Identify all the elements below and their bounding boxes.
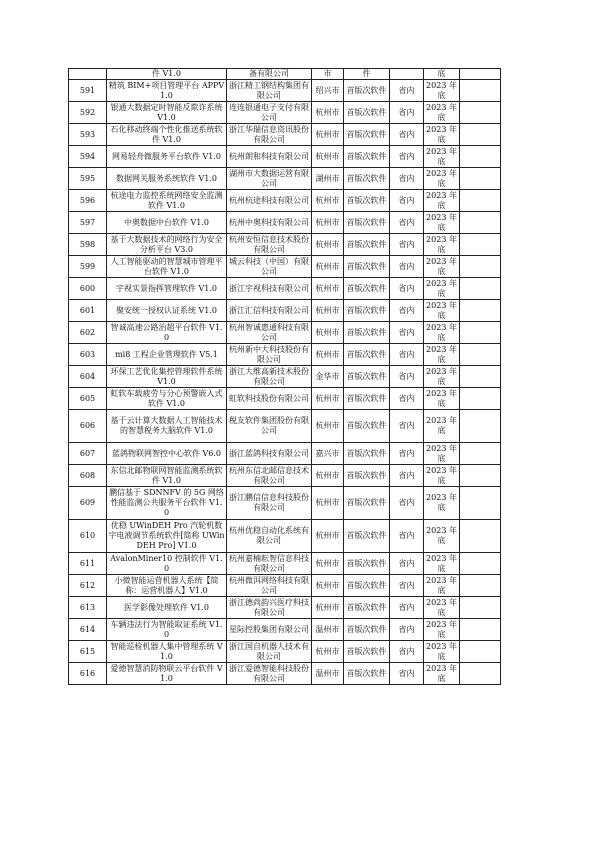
product-name-cell: 智诚高速公路治超平台软件 V1.0 — [107, 322, 227, 344]
software-type-cell: 首版次软件 — [344, 663, 390, 685]
deadline-cell: 2023 年底 — [424, 366, 460, 388]
software-type-cell: 首版次软件 — [344, 575, 390, 597]
company-name-cell: 虹软科技股份有限公司 — [227, 388, 312, 410]
company-name-cell: 浙江德尚韵兴医疗科技有限公司 — [227, 597, 312, 619]
row-number-cell: 591 — [69, 80, 107, 102]
table-row — [69, 168, 501, 190]
city-cell: 杭州市 — [312, 388, 344, 410]
row-number-cell: 615 — [69, 641, 107, 663]
deadline-cell: 2023 年底 — [424, 80, 460, 102]
table-row — [69, 465, 501, 487]
deadline-cell: 2023 年底 — [424, 597, 460, 619]
city-cell: 湖州市 — [312, 168, 344, 190]
empty-cell-cell — [460, 190, 501, 212]
row-number-cell: 599 — [69, 256, 107, 278]
empty-cell-cell — [460, 663, 501, 685]
empty-cell-cell — [460, 520, 501, 553]
company-name-cell: 杭州微洱网络科技有限公司 — [227, 575, 312, 597]
empty-cell-cell — [460, 212, 501, 234]
deadline-cell: 2023 年底 — [424, 168, 460, 190]
empty-cell-cell — [460, 322, 501, 344]
scope-cell: 省内 — [390, 344, 424, 366]
software-type-cell: 首版次软件 — [344, 146, 390, 168]
row-number-cell: 597 — [69, 212, 107, 234]
software-type-cell: 首版次软件 — [344, 102, 390, 124]
empty-cell-cell — [460, 234, 501, 256]
row-number-cell: 601 — [69, 300, 107, 322]
company-name-cell: 杭州中奥科技有限公司 — [227, 212, 312, 234]
product-name-cell: 件 V1.0 — [107, 69, 227, 80]
product-name-cell: 基于云计算大数据人工智能技术的智慧税务大脑软件 V1.0 — [107, 410, 227, 443]
product-name-cell: mi8 工程企业管理软件 V5.1 — [107, 344, 227, 366]
row-number-cell: 616 — [69, 663, 107, 685]
empty-cell-cell — [460, 344, 501, 366]
scope-cell: 省内 — [390, 410, 424, 443]
software-type-cell: 首版次软件 — [344, 80, 390, 102]
product-name-cell: 石化移动终端个性化推送系统软件 V1.0 — [107, 124, 227, 146]
table-row — [69, 553, 501, 575]
software-type-cell: 件 — [344, 69, 390, 80]
company-name-cell: 浙江精工钢结构集团有限公司 — [227, 80, 312, 102]
empty-cell-cell — [460, 575, 501, 597]
company-name-cell: 浙江宇视科技有限公司 — [227, 278, 312, 300]
row-number-cell: 598 — [69, 234, 107, 256]
city-cell: 市 — [312, 69, 344, 80]
empty-cell-cell — [460, 300, 501, 322]
software-type-cell: 首版次软件 — [344, 168, 390, 190]
row-number-cell: 593 — [69, 124, 107, 146]
scope-cell: 省内 — [390, 168, 424, 190]
table-row — [69, 300, 501, 322]
city-cell: 杭州市 — [312, 146, 344, 168]
city-cell: 杭州市 — [312, 344, 344, 366]
product-name-cell: 中奥数据中台软件 V1.0 — [107, 212, 227, 234]
deadline-cell: 2023 年底 — [424, 619, 460, 641]
software-type-cell: 首版次软件 — [344, 322, 390, 344]
table-row — [69, 388, 501, 410]
table-row — [69, 102, 501, 124]
empty-cell-cell — [460, 256, 501, 278]
deadline-cell: 2023 年底 — [424, 146, 460, 168]
row-number-cell: 603 — [69, 344, 107, 366]
scope-cell: 省内 — [390, 146, 424, 168]
scope-cell: 省内 — [390, 520, 424, 553]
product-name-cell: 车辆违法行为智能取证系统 V1.0 — [107, 619, 227, 641]
product-name-cell: AvalonMiner10 控制软件 V1.0 — [107, 553, 227, 575]
table-row — [69, 234, 501, 256]
software-type-cell: 首版次软件 — [344, 124, 390, 146]
company-name-cell: 浙江汇信科技有限公司 — [227, 300, 312, 322]
table-row — [69, 80, 501, 102]
empty-cell-cell — [460, 465, 501, 487]
scope-cell: 省内 — [390, 443, 424, 465]
table-row — [69, 575, 501, 597]
row-number-cell: 611 — [69, 553, 107, 575]
city-cell: 杭州市 — [312, 190, 344, 212]
table-row — [69, 256, 501, 278]
company-name-cell: 连连银通电子支付有限公司 — [227, 102, 312, 124]
empty-cell-cell — [460, 641, 501, 663]
city-cell: 杭州市 — [312, 410, 344, 443]
scope-cell: 省内 — [390, 80, 424, 102]
table-row — [69, 410, 501, 443]
city-cell: 温州市 — [312, 619, 344, 641]
empty-cell-cell — [460, 410, 501, 443]
company-name-cell: 城云科技（中国）有限公司 — [227, 256, 312, 278]
row-number-cell: 604 — [69, 366, 107, 388]
table-row — [69, 69, 501, 80]
row-number-cell: 596 — [69, 190, 107, 212]
scope-cell — [390, 69, 424, 80]
row-number-cell: 595 — [69, 168, 107, 190]
scope-cell: 省内 — [390, 256, 424, 278]
deadline-cell: 2023 年底 — [424, 190, 460, 212]
company-name-cell: 湖州市大数据运营有限公司 — [227, 168, 312, 190]
software-type-cell: 首版次软件 — [344, 256, 390, 278]
deadline-cell: 2023 年底 — [424, 487, 460, 520]
company-name-cell: 浙江国自机器人技术有限公司 — [227, 641, 312, 663]
table-row — [69, 322, 501, 344]
row-number-cell: 608 — [69, 465, 107, 487]
city-cell: 金华市 — [312, 366, 344, 388]
software-type-cell: 首版次软件 — [344, 619, 390, 641]
software-type-cell: 首版次软件 — [344, 300, 390, 322]
table-row — [69, 212, 501, 234]
table-row — [69, 520, 501, 553]
scope-cell: 省内 — [390, 190, 424, 212]
row-number-cell: 605 — [69, 388, 107, 410]
software-type-cell: 首版次软件 — [344, 520, 390, 553]
city-cell: 杭州市 — [312, 212, 344, 234]
software-type-cell: 首版次软件 — [344, 278, 390, 300]
product-name-cell: 环保工艺优化集控管理软件系统 V1.0 — [107, 366, 227, 388]
deadline-cell: 底 — [424, 69, 460, 80]
company-name-cell: 浙江华瑞信息资讯股份有限公司 — [227, 124, 312, 146]
row-number-cell: 592 — [69, 102, 107, 124]
empty-cell-cell — [460, 278, 501, 300]
empty-cell-cell — [460, 388, 501, 410]
scope-cell: 省内 — [390, 322, 424, 344]
table-row — [69, 487, 501, 520]
city-cell: 杭州市 — [312, 102, 344, 124]
deadline-cell: 2023 年底 — [424, 575, 460, 597]
row-number-cell: 602 — [69, 322, 107, 344]
table-row — [69, 443, 501, 465]
city-cell: 杭州市 — [312, 300, 344, 322]
city-cell: 杭州市 — [312, 322, 344, 344]
row-number-cell — [69, 69, 107, 80]
city-cell: 杭州市 — [312, 575, 344, 597]
deadline-cell: 2023 年底 — [424, 410, 460, 443]
empty-cell-cell — [460, 102, 501, 124]
city-cell: 杭州市 — [312, 256, 344, 278]
scope-cell: 省内 — [390, 388, 424, 410]
city-cell: 杭州市 — [312, 520, 344, 553]
deadline-cell: 2023 年底 — [424, 641, 460, 663]
empty-cell-cell — [460, 443, 501, 465]
empty-cell-cell — [460, 553, 501, 575]
software-type-cell: 首版次软件 — [344, 234, 390, 256]
company-name-cell: 星际控股集团有限公司 — [227, 619, 312, 641]
table-row — [69, 641, 501, 663]
row-number-cell: 606 — [69, 410, 107, 443]
software-type-cell: 首版次软件 — [344, 366, 390, 388]
row-number-cell: 614 — [69, 619, 107, 641]
city-cell: 杭州市 — [312, 234, 344, 256]
product-name-cell: 医学影像处理软件 V1.0 — [107, 597, 227, 619]
empty-cell-cell — [460, 619, 501, 641]
company-name-cell: 浙江爱德智能科技股份有限公司 — [227, 663, 312, 685]
city-cell: 杭州市 — [312, 553, 344, 575]
city-cell: 温州市 — [312, 663, 344, 685]
empty-cell-cell — [460, 487, 501, 520]
product-name-cell: 聚安统一授权认证系统 V1.0 — [107, 300, 227, 322]
deadline-cell: 2023 年底 — [424, 520, 460, 553]
company-name-cell: 杭州智诚惠通科技有限公司 — [227, 322, 312, 344]
scope-cell: 省内 — [390, 575, 424, 597]
product-name-cell: 宇视实景指挥管理软件 V1.0 — [107, 278, 227, 300]
company-name-cell: 杭州东信北邮信息技术有限公司 — [227, 465, 312, 487]
software-type-cell: 首版次软件 — [344, 597, 390, 619]
product-name-cell: 蓝鸽物联网智控中心软件 V6.0 — [107, 443, 227, 465]
empty-cell-cell — [460, 146, 501, 168]
deadline-cell: 2023 年底 — [424, 663, 460, 685]
row-number-cell: 609 — [69, 487, 107, 520]
table-row — [69, 619, 501, 641]
row-number-cell: 600 — [69, 278, 107, 300]
deadline-cell: 2023 年底 — [424, 124, 460, 146]
empty-cell-cell — [460, 69, 501, 80]
software-type-cell: 首版次软件 — [344, 465, 390, 487]
deadline-cell: 2023 年底 — [424, 278, 460, 300]
deadline-cell: 2023 年底 — [424, 553, 460, 575]
product-name-cell: 网易轻舟微服务平台软件 V1.0 — [107, 146, 227, 168]
software-type-cell: 首版次软件 — [344, 190, 390, 212]
software-type-cell: 首版次软件 — [344, 487, 390, 520]
table-row — [69, 124, 501, 146]
product-name-cell: 基于大数据技术的网络行为安全分析平台 V3.0 — [107, 234, 227, 256]
city-cell: 绍兴市 — [312, 80, 344, 102]
scope-cell: 省内 — [390, 553, 424, 575]
empty-cell-cell — [460, 168, 501, 190]
city-cell: 杭州市 — [312, 487, 344, 520]
deadline-cell: 2023 年底 — [424, 102, 460, 124]
table-row — [69, 146, 501, 168]
software-type-cell: 首版次软件 — [344, 641, 390, 663]
company-name-cell: 备有限公司 — [227, 69, 312, 80]
deadline-cell: 2023 年底 — [424, 300, 460, 322]
row-number-cell: 594 — [69, 146, 107, 168]
product-name-cell: 鹏信基于 SDNNFV 的 5G 网络性能监测公共服务平台软件 V1.0 — [107, 487, 227, 520]
empty-cell-cell — [460, 366, 501, 388]
table-row — [69, 663, 501, 685]
empty-cell-cell — [460, 124, 501, 146]
software-type-cell: 首版次软件 — [344, 553, 390, 575]
table-row — [69, 597, 501, 619]
company-name-cell: 浙江鹏信信息科技股份有限公司 — [227, 487, 312, 520]
empty-cell-cell — [460, 597, 501, 619]
product-name-cell: 数据网关服务系统软件 V1.0 — [107, 168, 227, 190]
deadline-cell: 2023 年底 — [424, 212, 460, 234]
empty-cell-cell — [460, 80, 501, 102]
table-row — [69, 278, 501, 300]
table-row — [69, 344, 501, 366]
scope-cell: 省内 — [390, 366, 424, 388]
product-list-table — [68, 68, 501, 685]
row-number-cell: 607 — [69, 443, 107, 465]
software-type-cell: 首版次软件 — [344, 212, 390, 234]
city-cell: 杭州市 — [312, 124, 344, 146]
deadline-cell: 2023 年底 — [424, 388, 460, 410]
scope-cell: 省内 — [390, 212, 424, 234]
row-number-cell: 613 — [69, 597, 107, 619]
product-name-cell: 银通大数据定时智能反欺诈系统 V1.0 — [107, 102, 227, 124]
scope-cell: 省内 — [390, 641, 424, 663]
scope-cell: 省内 — [390, 487, 424, 520]
deadline-cell: 2023 年底 — [424, 465, 460, 487]
product-name-cell: 东信北邮物联网智能监测系统软件 V1.0 — [107, 465, 227, 487]
company-name-cell: 杭州安恒信息技术股份有限公司 — [227, 234, 312, 256]
company-name-cell: 杭州优稳自动化系统有限公司 — [227, 520, 312, 553]
software-type-cell: 首版次软件 — [344, 410, 390, 443]
city-cell: 杭州市 — [312, 465, 344, 487]
scope-cell: 省内 — [390, 663, 424, 685]
product-name-cell: 精筑 BIM+项目管理平台 APPV1.0 — [107, 80, 227, 102]
product-name-cell: 虹软车载疲劳与分心预警嵌入式软件 V1.0 — [107, 388, 227, 410]
scope-cell: 省内 — [390, 465, 424, 487]
company-name-cell: 杭州嘉楠耘智信息科技有限公司 — [227, 553, 312, 575]
product-name-cell: 杭途电力监控系统网络安全监测软件 V1.0 — [107, 190, 227, 212]
company-name-cell: 税友软件集团股份有限公司 — [227, 410, 312, 443]
software-type-cell: 首版次软件 — [344, 344, 390, 366]
software-type-cell: 首版次软件 — [344, 443, 390, 465]
table-row — [69, 366, 501, 388]
row-number-cell: 610 — [69, 520, 107, 553]
deadline-cell: 2023 年底 — [424, 234, 460, 256]
deadline-cell: 2023 年底 — [424, 443, 460, 465]
city-cell: 杭州市 — [312, 597, 344, 619]
software-type-cell: 首版次软件 — [344, 388, 390, 410]
deadline-cell: 2023 年底 — [424, 256, 460, 278]
product-name-cell: 优稳 UWinDEH Pro 汽轮机数字电液调节系统软件[简称 UWinDEH Pro] V1.0 — [107, 520, 227, 553]
table-row — [69, 190, 501, 212]
company-name-cell: 浙江蓝鸽科技有限公司 — [227, 443, 312, 465]
scope-cell: 省内 — [390, 124, 424, 146]
product-name-cell: 小微智能运营机器人系统【简称：运营机器人】V1.0 — [107, 575, 227, 597]
city-cell: 嘉兴市 — [312, 443, 344, 465]
product-name-cell: 人工智能驱动的智慧城市管理平台软件 V1.0 — [107, 256, 227, 278]
scope-cell: 省内 — [390, 278, 424, 300]
company-name-cell: 杭州新中大科技股份有限公司 — [227, 344, 312, 366]
row-number-cell: 612 — [69, 575, 107, 597]
city-cell: 杭州市 — [312, 278, 344, 300]
city-cell: 杭州市 — [312, 641, 344, 663]
scope-cell: 省内 — [390, 619, 424, 641]
company-name-cell: 杭州朗和科技有限公司 — [227, 146, 312, 168]
scope-cell: 省内 — [390, 234, 424, 256]
scope-cell: 省内 — [390, 597, 424, 619]
scope-cell: 省内 — [390, 300, 424, 322]
company-name-cell: 浙江大维高新技术股份有限公司 — [227, 366, 312, 388]
deadline-cell: 2023 年底 — [424, 344, 460, 366]
company-name-cell: 杭州杭途科技有限公司 — [227, 190, 312, 212]
table-body — [69, 69, 501, 685]
product-name-cell: 爱德智慧消防物联云平台软件 V1.0 — [107, 663, 227, 685]
scope-cell: 省内 — [390, 102, 424, 124]
deadline-cell: 2023 年底 — [424, 322, 460, 344]
product-name-cell: 智能巡检机器人集中管理系统 V1.0 — [107, 641, 227, 663]
